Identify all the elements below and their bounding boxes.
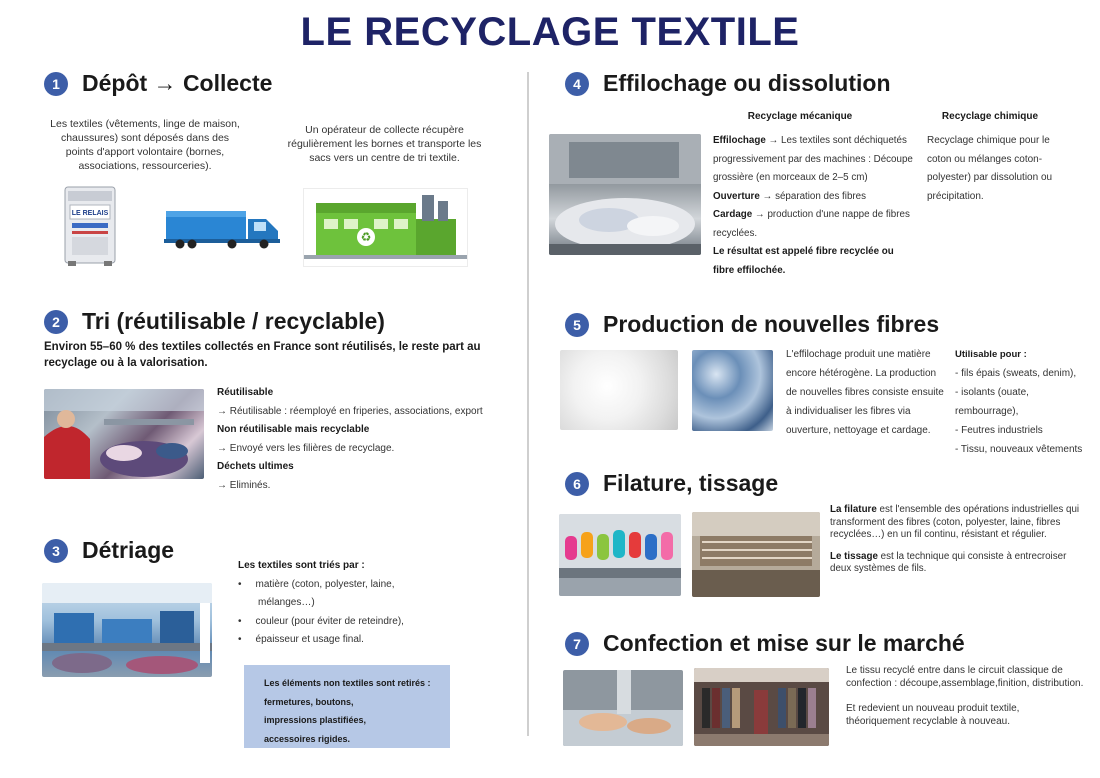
criteria-item: mélanges…) [258,597,315,608]
recyclable-text: → Envoyé vers les filières de recyclage. [217,442,395,454]
use-item: - isolants (ouate, rembourrage), [955,387,1029,417]
use-item: - Feutres industriels [955,425,1043,436]
sorting-intro: Environ 55–60 % des textiles collectés en France sont réutilisés, le reste part au recyclage ou à la valorisation. [44,341,481,369]
step-number-badge: 2 [44,310,68,334]
uses-heading: Utilisable pour : [955,349,1027,360]
recycling-center-image [303,188,468,267]
spinning-weaving-text [830,504,1090,576]
sewing-photo [563,670,683,746]
section-7-header [565,630,965,657]
box-line: impressions plastifiées, [264,715,367,725]
box-line: fermetures, boutons, [264,696,354,707]
result-note: Le résultat est appelé fibre recyclée ou fibre effilochée. [713,246,894,276]
section-5-header [565,311,939,338]
reusable-text: → Réutilisable : réemployé en friperies, associations, export [217,405,483,417]
manufacturing-text [846,664,1086,728]
carding-term: Cardage [713,209,753,220]
section-title: Tri (réutilisable / recyclable) [82,308,385,334]
mechanical-heading: Recyclage mécanique [747,111,853,122]
page-title: LE RECYCLAGE TEXTILE [300,10,800,54]
spinning-desc: est l'ensemble des opérations industrielles qui transforment des fibres (coton, polyester, laine, fibres recyclées…) en un fil continu, résistant et régulier. [830,504,1080,540]
bullet-icon: • [238,634,242,645]
box-line: Les éléments non textiles sont retirés : [264,678,431,688]
recycled-fibers-photo [692,350,773,431]
detriage-criteria [238,557,508,650]
collection-bin-image [62,183,118,267]
recyclable-heading: Non réutilisable mais recyclable [217,424,370,435]
section-title: Confection et mise sur le marché [603,630,965,656]
mechanical-recycling-text [713,132,913,280]
raw-fibers-photo [560,350,678,430]
step-number-badge: 3 [44,539,68,563]
section-6-header [565,470,778,497]
shredding-desc: → Les textiles sont déchiquetés progressivement par des machines : Découpe grossière (en morceaux de 2–5 cm) [713,135,913,183]
section-title: Filature, tissage [603,470,779,496]
chemical-heading: Recyclage chimique [941,111,1039,122]
weaving-term: Le tissage [830,550,878,562]
bullet-icon: • [238,578,242,590]
bin-logo-text: LE RELAIS [71,210,109,217]
collection-text: Un opérateur de collecte récupère régulièrement les bornes et transporte les sacs vers un centre de tri textile. [287,124,482,164]
fiber-production-text: L'effilochage produit une matière encore hétérogène. La production de nouvelles fibres consiste ensuite à individualiser les fibres via ouverture, nettoyage et cardage. [786,349,944,436]
section-title: Dépôt → Collecte [82,70,273,96]
criteria-item: épaisseur et usage final. [255,634,364,645]
criteria-item: couleur (pour éviter de reteindre), [255,615,404,627]
sorting-workers-photo [44,389,204,479]
column-divider [527,72,529,736]
bullet-icon: • [238,615,242,627]
manufacturing-p1: Le tissu recyclé entre dans le circuit classique de confection : découpe,assemblage,finition, distribution. [846,665,1084,689]
clothing-store-photo [694,668,829,746]
section-title: Effilochage ou dissolution [603,70,891,96]
sorting-categories [217,384,507,495]
chemical-recycling-text: Recyclage chimique pour le coton ou mélanges coton-polyester) par dissolution ou précipitation. [927,135,1053,202]
section-2-header [44,308,385,335]
recycle-icon: ♻ [360,230,372,244]
section-title: Production de nouvelles fibres [603,311,940,337]
weaving-desc: est la technique qui consiste à entrecroiser deux systèmes de fils. [830,550,1067,574]
step-number-badge: 4 [565,72,589,96]
step-number-badge: 6 [565,472,589,496]
opening-term: Ouverture [713,190,760,202]
manufacturing-p2: Et redevient un nouveau produit textile, théoriquement recyclable à nouveau. [846,703,1020,727]
section-3-header [44,537,174,564]
truck-image [164,207,282,249]
spinning-spools-photo [559,514,681,596]
step-number-badge: 5 [565,313,589,337]
use-item: - Tissu, nouveaux vêtements [955,444,1083,455]
opening-desc: → séparation des fibres [759,190,867,202]
waste-heading: Déchets ultimes [217,461,294,472]
fiber-uses [955,345,1095,459]
section-1-header [44,70,272,97]
section-title: Détriage [82,537,175,563]
carding-desc: → production d'une nappe de fibres recyclées. [713,209,910,239]
box-line: accessoires rigides. [264,733,351,744]
weaving-loom-photo [692,512,820,597]
step-number-badge: 1 [44,72,68,96]
use-item: - fils épais (sweats, denim), [955,368,1077,379]
criteria-heading: Les textiles sont triés par : [238,560,365,571]
waste-text: → Eliminés. [217,479,271,491]
step-number-badge: 7 [565,632,589,656]
spinning-term: La filature [830,504,877,515]
sorting-factory-photo [42,583,212,677]
non-textile-removal-box [244,665,450,748]
reusable-heading: Réutilisable [217,387,274,398]
criteria-item: matière (coton, polyester, laine, [255,578,395,590]
section-4-header [565,70,891,97]
shredding-machine-photo [549,134,701,255]
shredding-term: Effilochage [713,135,766,146]
deposit-text: Les textiles (vêtements, linge de maison, chaussures) sont déposés dans des points d'apport volontaire (bornes, associations, ressourceries). [50,118,240,172]
